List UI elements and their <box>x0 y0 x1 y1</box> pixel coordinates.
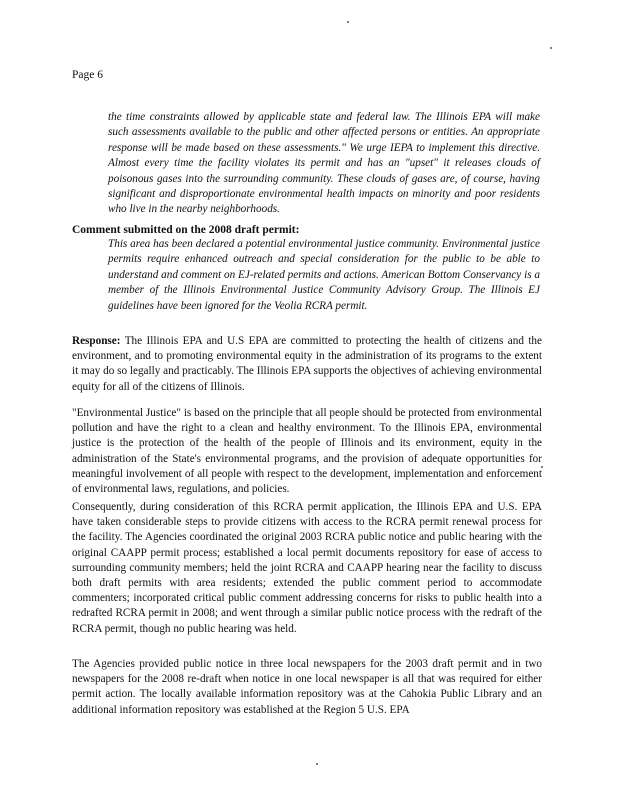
response-paragraph-3: Consequently, during consideration of this RCRA permit application, the Illinois EPA and U.S. EPA have taken considerable steps to provide citizens with access to the RCRA permit renewal process for the facility. The Agencies coordinated the original 2003 RCRA public notice and public hearing with the original CAAPP permit process; established a local permit documents repository for ease of access to surrounding community members; held the joint RCRA and CAAPP hearing near the facility to discuss both draft permits with area residents; extended the public comment period to accommodate commenters; incorporated critical public comment addressing concerns for risks to public health into a redrafted RCRA permit in 2008; and went through a similar public notice process with the redraft of the RCRA permit, though no public hearing was held. <box>72 501 542 635</box>
response-paragraph-1-text: The Illinois EPA and U.S EPA are committed to protecting the health of citizens and the environment, and to promoting environmental equity in the administration of its programs to the extent it may do so legally and practicably. The Illinois EPA supports the objectives of achieving environmental equity for all of the citizens of Illinois. <box>72 335 542 393</box>
scan-speck <box>316 763 318 765</box>
comment-heading: Comment submitted on the 2008 draft permit: <box>72 224 300 236</box>
response-paragraph-4: The Agencies provided public notice in three local newspapers for the 2003 draft permit and in two newspapers for the 2008 re-draft when notice in one local newspaper is all that was required for either permit action. The locally available information repository was at the Cahokia Public Library and an additional information repository was established at the Region 5 U.S. EPA <box>72 658 542 716</box>
scan-speck <box>550 47 552 49</box>
response-paragraph-2: "Environmental Justice" is based on the principle that all people should be protected from environmental pollution and have the right to a clean and healthy environment. To the Illinois EPA, environmental justice is the protection of the health of the people of Illinois and its environment, equity in the administration of the State's environmental programs, and the provision of adequate opportunities for meaningful involvement of all people with respect to the development, implementation and enforcement of environmental laws, regulations, and policies. <box>72 407 542 496</box>
scan-speck <box>347 21 349 23</box>
response-label: Response: <box>72 335 121 347</box>
quoted-comment-continuation: the time constraints allowed by applicable state and federal law. The Illinois EPA will make such assessments available to the public and other affected persons or entities. An appropriate response will be made based on these assessments." We urge IEPA to implement this directive. Almost every time the facility violates its permit and has an "upset" it releases clouds of poisonous gases into the surrounding community. These clouds of gases are, of course, having significant and disproportionate environmental health impacts on minority and poor residents who live in the nearby neighborhoods. <box>108 111 540 216</box>
scan-speck <box>541 466 543 468</box>
response-paragraph-1 <box>72 334 542 395</box>
comment-2008-text: This area has been declared a potential environmental justice community. Environmental justice permits require enhanced outreach and special consideration for the public to be able to understand and comment on EJ-related permits and actions. American Bottom Conservancy is a member of the Illinois Environmental Justice Community Advisory Group. The Illinois EJ guidelines have been ignored for the Veolia RCRA permit. <box>108 238 540 312</box>
page-number: Page 6 <box>72 69 103 81</box>
